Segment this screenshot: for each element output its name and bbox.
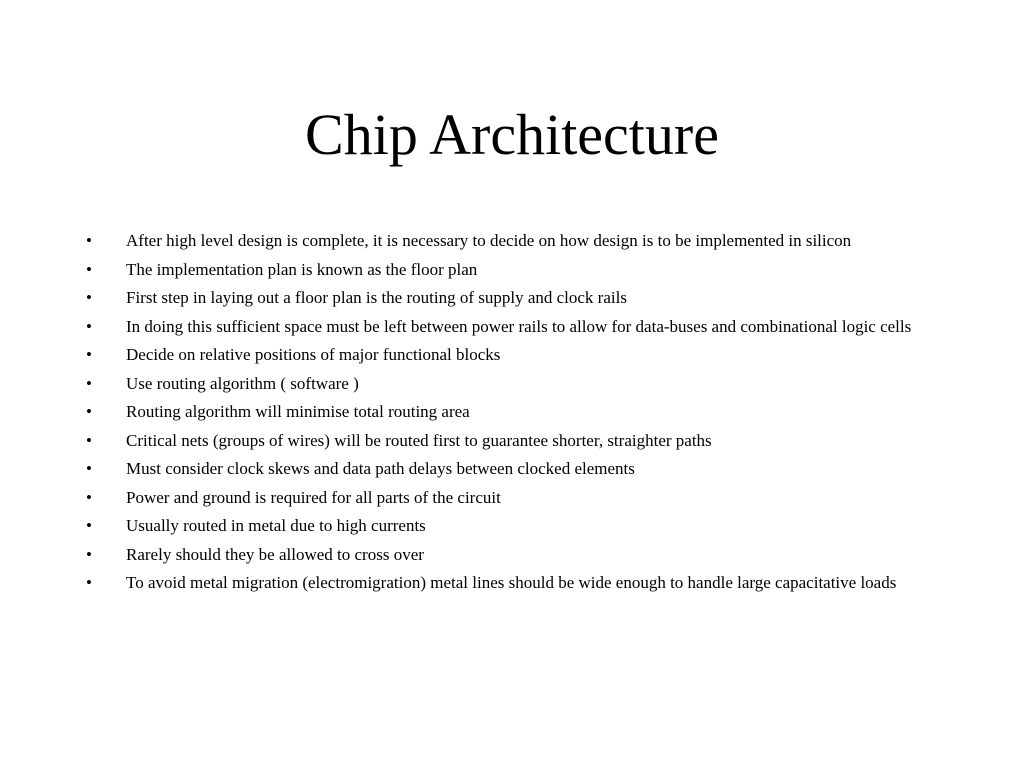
bullet-item (86, 486, 936, 510)
bullet-text: In doing this sufficient space must be left between power rails to allow for data-buses and combinational logic cells (126, 316, 912, 336)
bullet-text: The implementation plan is known as the floor plan (126, 259, 478, 279)
bullet-text: Must consider clock skews and data path delays between clocked elements (126, 459, 635, 478)
bullet-marker: • (86, 345, 92, 364)
bullet-marker: • (86, 259, 92, 279)
bullet-item (86, 429, 936, 453)
bullet-item (86, 258, 936, 282)
bullet-marker: • (86, 402, 92, 421)
bullet-text: Routing algorithm will minimise total routing area (126, 402, 470, 421)
bullet-marker: • (86, 316, 92, 336)
bullet-text: To avoid metal migration (electromigration) metal lines should be wide enough to handle large capacitative loads (126, 573, 897, 592)
bullet-text: Power and ground is required for all parts of the circuit (126, 487, 501, 507)
bullet-marker: • (86, 231, 92, 250)
bullet-item (86, 229, 936, 253)
bullet-marker: • (86, 487, 92, 507)
bullet-item (86, 400, 936, 424)
bullet-marker: • (86, 288, 92, 307)
bullet-item (86, 343, 936, 367)
bullet-marker: • (86, 373, 92, 393)
bullet-text: Rarely should they be allowed to cross over (126, 544, 424, 564)
bullet-text: Decide on relative positions of major functional blocks (126, 345, 501, 364)
bullet-item (86, 286, 936, 310)
bullet-marker: • (86, 430, 92, 450)
bullet-text: First step in laying out a floor plan is the routing of supply and clock rails (126, 288, 627, 307)
bullet-marker: • (86, 544, 92, 564)
bullet-text: Use routing algorithm ( software ) (126, 373, 359, 393)
bullet-list (86, 229, 936, 600)
bullet-item (86, 315, 936, 339)
bullet-text: Critical nets (groups of wires) will be routed first to guarantee shorter, straighter paths (126, 430, 712, 450)
bullet-item (86, 514, 936, 538)
bullet-item (86, 457, 936, 481)
bullet-text: Usually routed in metal due to high currents (126, 516, 426, 535)
bullet-marker: • (86, 459, 92, 478)
bullet-item (86, 543, 936, 567)
bullet-text: After high level design is complete, it is necessary to decide on how design is to be implemented in silicon (126, 231, 852, 250)
bullet-marker: • (86, 573, 92, 592)
slide-title: Chip Architecture (305, 102, 719, 167)
bullet-item (86, 372, 936, 396)
bullet-item (86, 571, 936, 595)
bullet-marker: • (86, 516, 92, 535)
